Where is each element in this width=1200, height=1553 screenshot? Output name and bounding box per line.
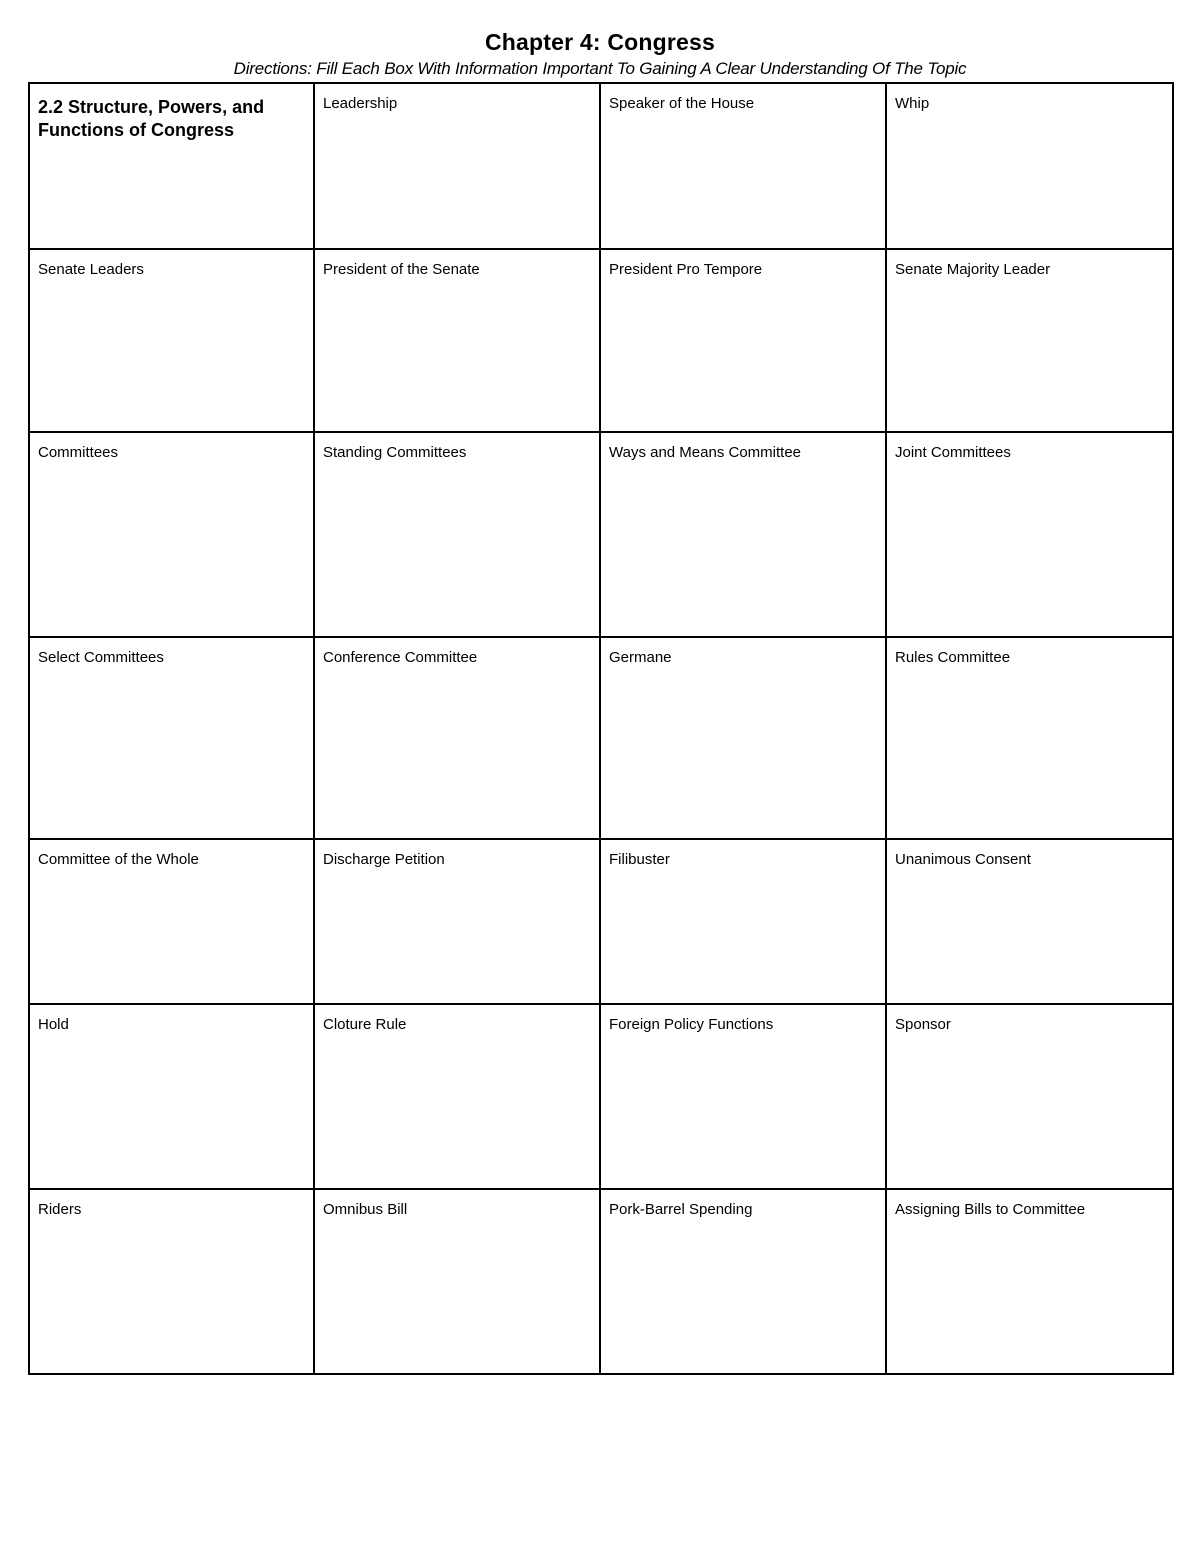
grid-cell: Committees xyxy=(30,433,315,638)
grid-cell: Standing Committees xyxy=(315,433,601,638)
grid-cell: President Pro Tempore xyxy=(601,250,887,433)
grid-cell: Sponsor xyxy=(887,1005,1172,1190)
grid-cell: Riders xyxy=(30,1190,315,1373)
grid-cell: Filibuster xyxy=(601,840,887,1005)
page-title: Chapter 4: Congress xyxy=(484,29,715,55)
topic-grid xyxy=(28,82,1174,1375)
grid-cell: Whip xyxy=(887,84,1172,250)
grid-cell: Cloture Rule xyxy=(315,1005,601,1190)
grid-cell: President of the Senate xyxy=(315,250,601,433)
grid-cell: Senate Leaders xyxy=(30,250,315,433)
grid-cell: Unanimous Consent xyxy=(887,840,1172,1005)
grid-cell: Speaker of the House xyxy=(601,84,887,250)
grid-cell-heading: 2.2 Structure, Powers, and Functions of Congress xyxy=(30,84,315,250)
directions-text: Directions: Fill Each Box With Information Important To Gaining A Clear Understanding Of The Topic xyxy=(233,59,967,78)
grid-cell: Conference Committee xyxy=(315,638,601,840)
grid-cell: Joint Committees xyxy=(887,433,1172,638)
grid-cell: Discharge Petition xyxy=(315,840,601,1005)
grid-cell: Ways and Means Committee xyxy=(601,433,887,638)
grid-cell: Senate Majority Leader xyxy=(887,250,1172,433)
grid-cell: Hold xyxy=(30,1005,315,1190)
grid-cell: Rules Committee xyxy=(887,638,1172,840)
grid-cell: Germane xyxy=(601,638,887,840)
grid-cell: Assigning Bills to Committee xyxy=(895,1201,1086,1218)
grid-cell: Pork-Barrel Spending xyxy=(601,1190,887,1373)
grid-cell: Committee of the Whole xyxy=(30,840,315,1005)
grid-cell: Leadership xyxy=(315,84,601,250)
grid-cell: Foreign Policy Functions xyxy=(601,1005,887,1190)
grid-cell: Select Committees xyxy=(30,638,315,840)
grid-cell: Omnibus Bill xyxy=(315,1190,601,1373)
